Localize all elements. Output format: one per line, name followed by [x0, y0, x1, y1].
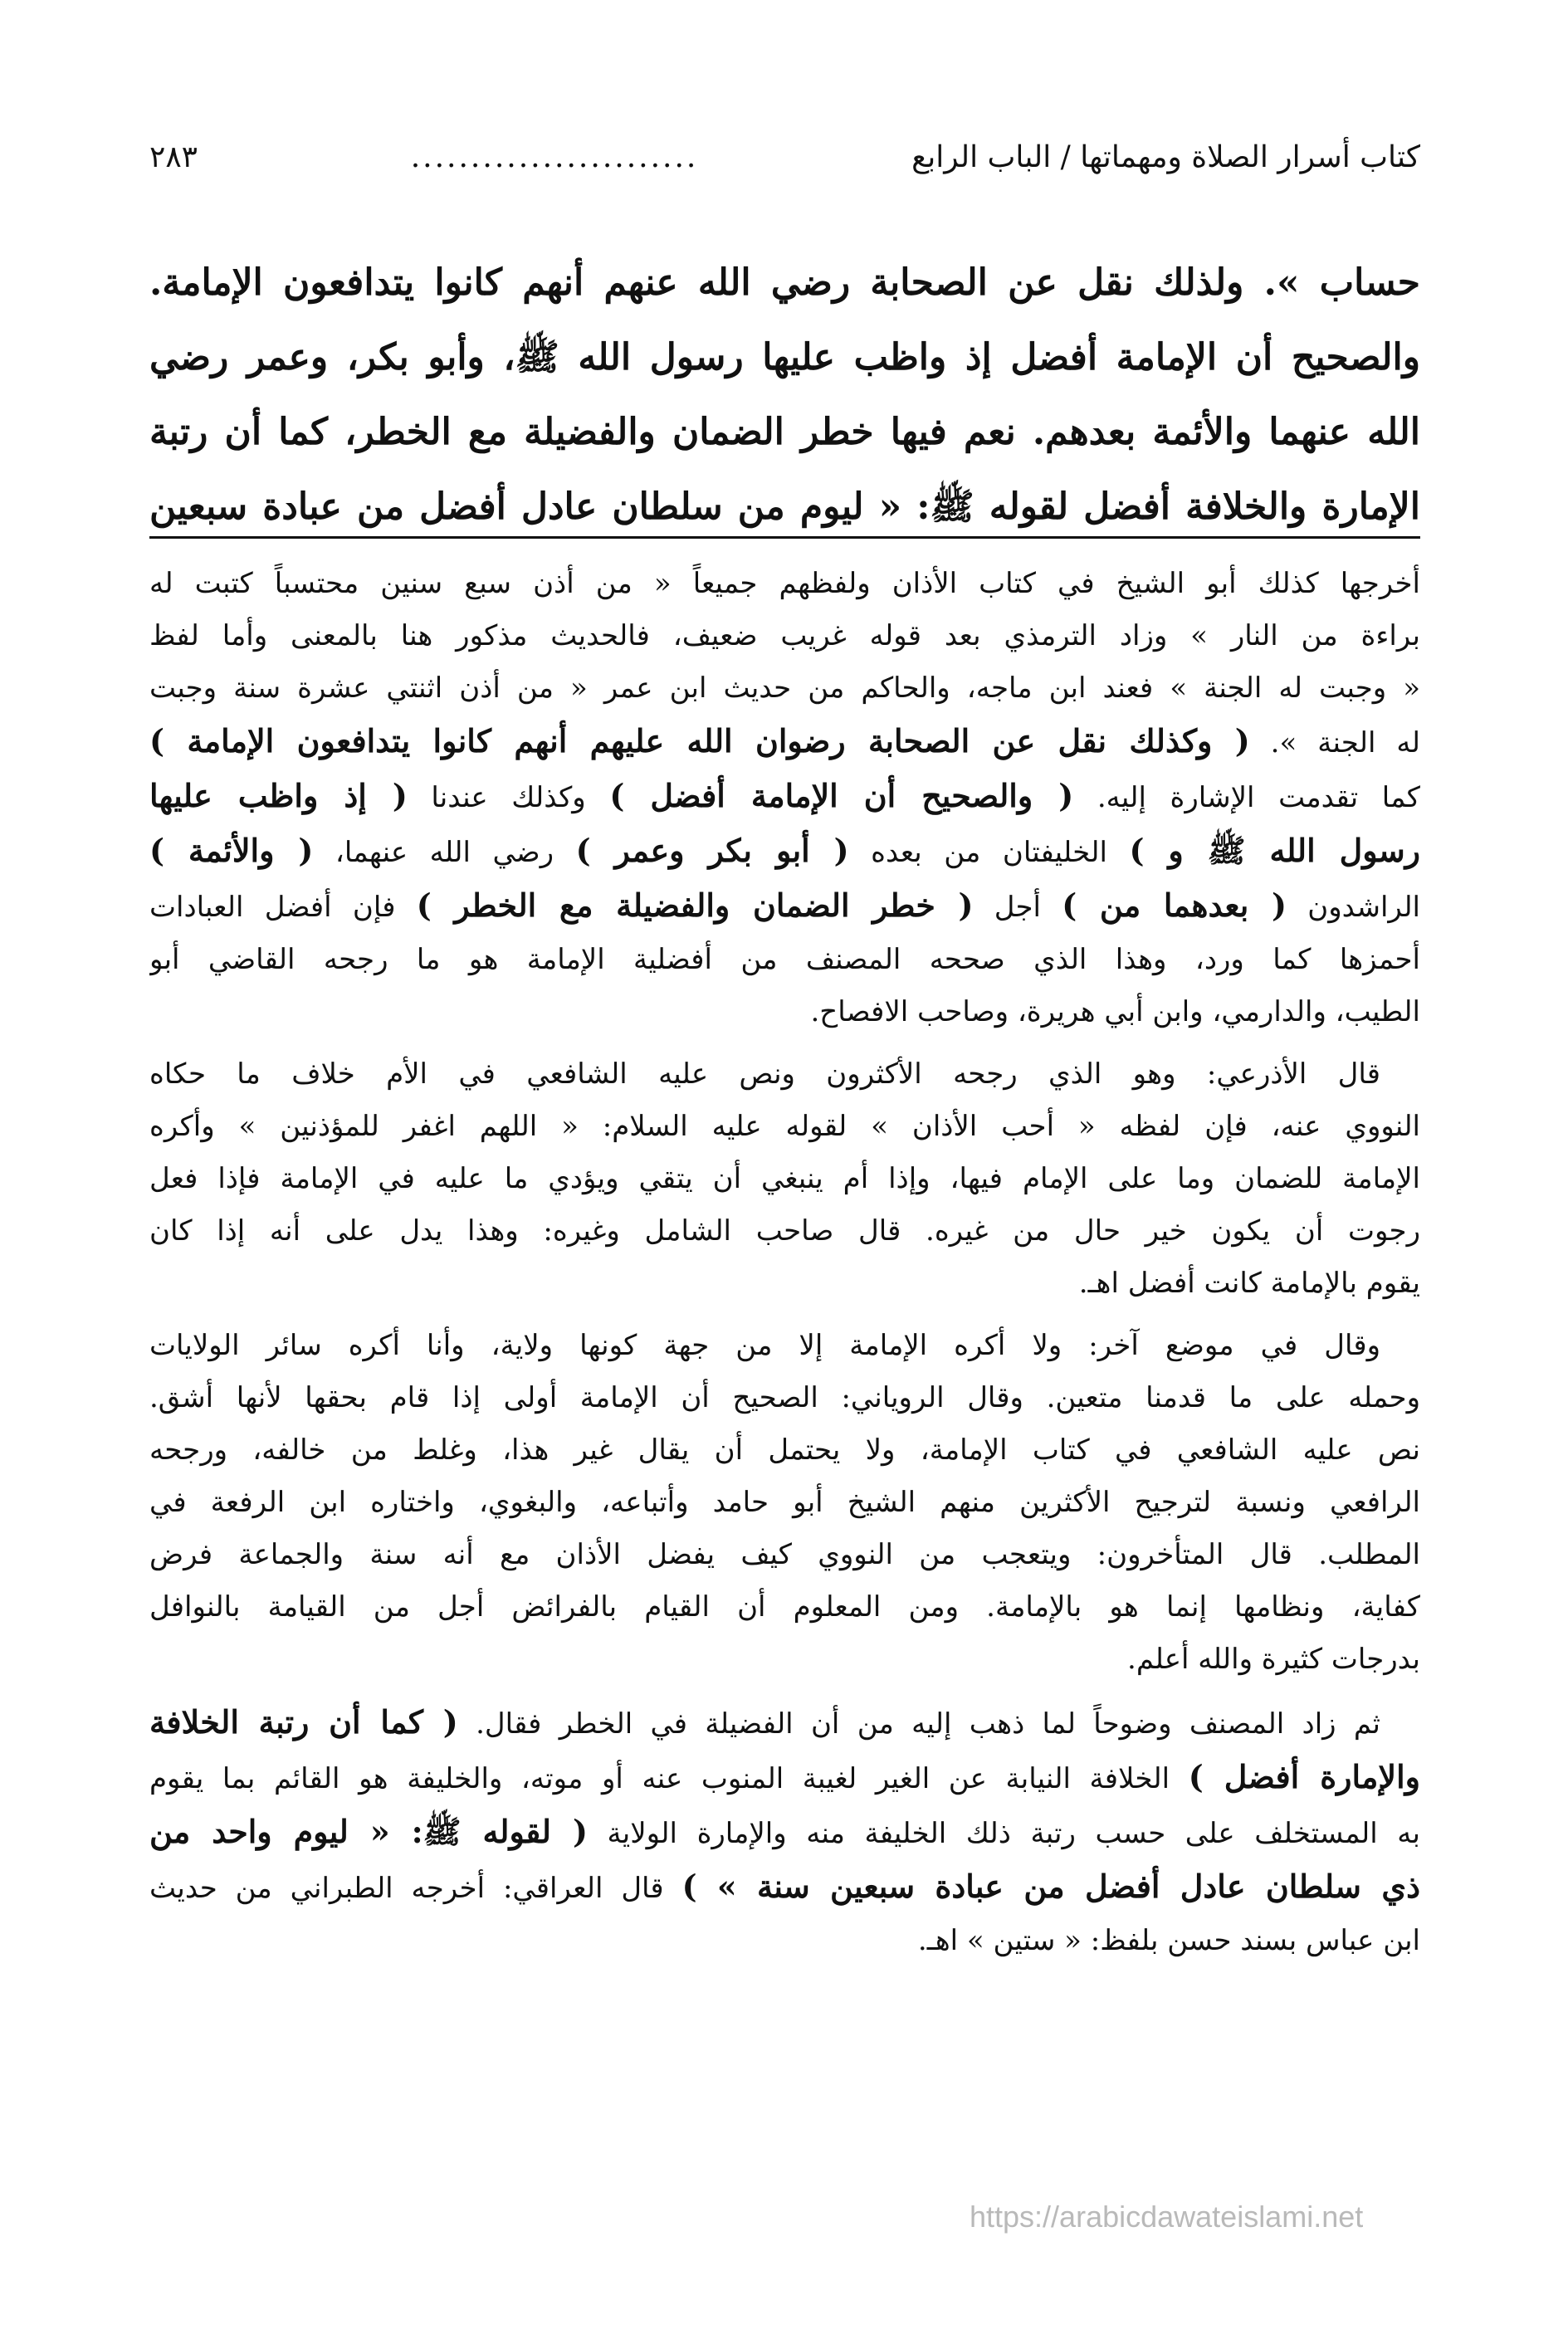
quoted-matn: والإمارة أفضل )	[1188, 1758, 1420, 1795]
commentary-text: ثم زاد المصنف وضوحاً لما ذهب إليه من أن الفضيلة في الخطر فقال.	[457, 1707, 1380, 1741]
main-text-line: الإمارة والخلافة أفضل لقوله ﷺ: « ليوم من سلطان عادل أفضل من عبادة سبعين	[149, 486, 1420, 528]
commentary-line	[149, 1860, 1420, 1915]
commentary-paragraph-4	[149, 1696, 1420, 1967]
commentary-text: رضي الله عنهما،	[313, 836, 576, 869]
commentary-line	[149, 715, 1420, 769]
quoted-matn: ( إذ واظب عليها	[149, 777, 408, 814]
quoted-matn: ( بعدهما من )	[1062, 886, 1287, 924]
quoted-matn: ( وكذلك نقل عن الصحابة رضوان الله عليهم أنهم كانوا يتدافعون الإمامة )	[149, 722, 1250, 759]
commentary-text: أجل	[973, 891, 1062, 924]
commentary-line: المطلب. قال المتأخرون: ويتعجب من النووي كيف يفضل الأذان مع أنه سنة والجماعة فرض	[149, 1538, 1420, 1571]
commentary-text: فإن أفضل العبادات	[149, 891, 417, 924]
separator-rule	[149, 536, 1420, 539]
header-leader-dots: ........................	[410, 140, 699, 175]
commentary-line: براءة من النار » وزاد الترمذي بعد قوله غريب ضعيف، فالحديث مذكور هنا بالمعنى وأما لفظ	[149, 619, 1420, 652]
commentary-paragraph-3	[149, 1320, 1420, 1686]
main-text-line: والصحيح أن الإمامة أفضل إذ واظب عليها رسول الله ﷺ، وأبو بكر، وعمر رضي	[149, 336, 1420, 378]
commentary-line: قال الأذرعي: وهو الذي رجحه الأكثرون ونص عليه الشافعي في الأم خلاف ما حكاه	[149, 1057, 1380, 1091]
commentary-line: رجوت أن يكون خير حال من غيره. قال صاحب الشامل وغيره: وهذا يدل على أنه إذا كان	[149, 1214, 1420, 1248]
commentary-text: الخلافة النيابة عن الغير لغيبة المنوب عنه أو موته، والخليفة هو القائم بما يقوم	[149, 1762, 1189, 1795]
commentary-line: بدرجات كثيرة والله أعلم.	[1127, 1643, 1420, 1676]
commentary-line	[149, 1805, 1420, 1860]
commentary-line: كفاية، ونظامها إنما هو بالإمامة. ومن المعلوم أن القيام بالفرائض أجل من القيامة بالنوافل	[149, 1590, 1420, 1624]
quoted-matn: ( والصحيح أن الإمامة أفضل )	[609, 777, 1074, 814]
quoted-matn: ذي سلطان عادل أفضل من عبادة سبعين سنة » )	[681, 1868, 1420, 1905]
quoted-matn: ( أبو بكر وعمر )	[575, 832, 849, 869]
commentary-text: الراشدون	[1287, 891, 1420, 924]
commentary-line: ابن عباس بسند حسن بلفظ: « ستين » اهـ.	[917, 1924, 1420, 1957]
commentary-line: « وجبت له الجنة » فعند ابن ماجه، والحاكم من حديث ابن عمر « من أذن اثنتي عشرة سنة وجبت	[149, 671, 1420, 705]
commentary-paragraph-1	[149, 558, 1420, 1038]
commentary-line	[149, 1696, 1420, 1751]
commentary-paragraph-2	[149, 1048, 1420, 1310]
commentary-text: كما تقدمت الإشارة إليه.	[1073, 781, 1420, 814]
main-text-line: الله عنهما والأئمة بعدهم. نعم فيها خطر الضمان والفضيلة مع الخطر، كما أن رتبة	[149, 411, 1420, 453]
quoted-matn: ( والأئمة )	[149, 832, 314, 869]
commentary-text: وكذلك عندنا	[407, 781, 610, 814]
main-text-line: حساب ». ولذلك نقل عن الصحابة رضي الله عنهم أنهم كانوا يتدافعون الإمامة.	[149, 261, 1420, 304]
commentary	[149, 558, 1420, 1977]
quoted-matn: رسول الله ﷺ و )	[1129, 832, 1420, 869]
commentary-line: الطيب، والدارمي، وابن أبي هريرة، وصاحب الافصاح.	[810, 995, 1420, 1028]
commentary-text: به المستخلف على حسب رتبة ذلك الخليفة منه والإمارة الولاية	[587, 1817, 1420, 1850]
commentary-line	[149, 769, 1420, 824]
commentary-line: وقال في موضع آخر: ولا أكره الإمامة إلا من جهة كونها ولاية، وأنا أكره سائر الولايات	[149, 1329, 1380, 1362]
commentary-line	[149, 1751, 1420, 1805]
commentary-line: يقوم بالإمامة كانت أفضل اهـ.	[1078, 1267, 1420, 1300]
commentary-line: الإمامة للضمان وما على الإمام فيها، وإذا أم ينبغي أن يتقي ويؤدي ما عليه في الإمامة فإذا فعل	[149, 1162, 1420, 1195]
commentary-line	[149, 824, 1420, 879]
main-text	[149, 246, 1420, 544]
commentary-text: قال العراقي: أخرجه الطبراني من حديث	[149, 1872, 682, 1905]
running-header	[149, 133, 1420, 183]
commentary-line: نص عليه الشافعي في كتاب الإمامة، ولا يحتمل أن يقال غير هذا، وغلط من خالفه، ورجحه	[149, 1433, 1420, 1467]
commentary-line: الرافعي ونسبة لترجيح الأكثرين منهم الشيخ أبو حامد وأتباعه، والبغوي، واختاره ابن الرفعة في	[149, 1486, 1420, 1519]
commentary-line: أخرجها كذلك أبو الشيخ في كتاب الأذان ولفظهم جميعاً « من أذن سبع سنين محتسباً كتبت له	[149, 567, 1420, 600]
commentary-line: وحمله على ما قدمنا متعين. وقال الروياني: الصحيح أن الإمامة أولى إذا قام بحقها لأنها أشق.	[149, 1381, 1420, 1414]
quoted-matn: ( خطر الضمان والفضيلة مع الخطر )	[416, 886, 974, 924]
quoted-matn: ( كما أن رتبة الخلافة	[149, 1703, 458, 1741]
page-number: ٢٨٣	[149, 140, 198, 175]
commentary-line	[149, 879, 1420, 934]
header-title: كتاب أسرار الصلاة ومهماتها / الباب الرابع	[911, 140, 1420, 175]
commentary-text: الخليفتان من بعده	[848, 836, 1130, 869]
commentary-text: له الجنة ».	[1249, 726, 1420, 759]
quoted-matn: ( لقوله ﷺ: « ليوم واحد من	[149, 1813, 588, 1850]
commentary-line: أحمزها كما ورد، وهذا الذي صححه المصنف من أفضلية الإمامة هو ما رجحه القاضي أبو	[149, 943, 1420, 976]
commentary-line: النووي عنه، فإن لفظه « أحب الأذان » لقوله عليه السلام: « اللهم اغفر للمؤذنين » وأكره	[149, 1110, 1420, 1143]
watermark-url: https://arabicdawateislami.net	[970, 2200, 1364, 2234]
